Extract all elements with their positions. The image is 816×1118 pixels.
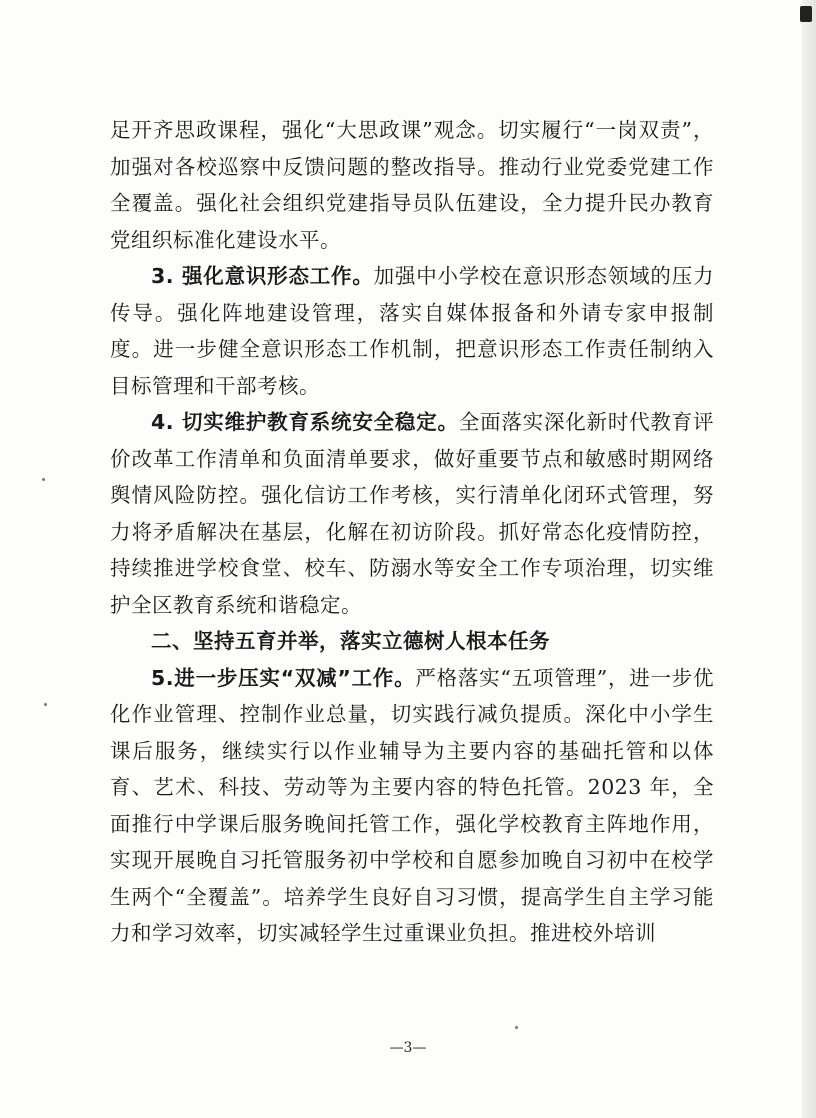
scan-speck [42,478,45,481]
paragraph-item-5 [110,660,714,952]
scan-speck [515,1026,518,1029]
paragraph-lead: 3. 强化意识形态工作。 [151,264,374,288]
paragraph-item-4 [110,404,714,623]
section-heading: 二、坚持五育并举，落实立德树人根本任务 [151,629,550,653]
document-body [110,112,714,952]
paragraph-text: 加强中小学校在意识形态领域的压力传导。强化阵地建设管理，落实自媒体报备和外请专家申报制度。进一步健全意识形态工作机制，把意识形态工作责任制纳入目标管理和干部考核。 [110,264,714,398]
scan-speck [44,703,47,706]
corner-mark [800,6,812,22]
paragraph-text: 严格落实“五项管理”，进一步优化作业管理、控制作业总量，切实践行减负提质。深化中小学生课后服务，继续实行以作业辅导为主要内容的基础托管和以体育、艺术、科技、劳动等为主要内容的特色托管。2023 年，全面推行中学课后服务晚间托管工作，强化学校教育主阵地作用，实现开展晚自习托管服务初中学校和自愿参加晚自习初中在校学生两个“全覆盖”。培养学生良好自习习惯，提高学生自主学习能力和学习效率，切实减轻学生过重课业负担。推进校外培训 [110,665,714,945]
scan-edge [802,0,816,1118]
paragraph-text: 全面落实深化新时代教育评价改革工作清单和负面清单要求，做好重要节点和敏感时期网络舆情风险防控。强化信访工作考核，实行清单化闭环式管理，努力将矛盾解决在基层，化解在初访阶段。抓好常态化疫情防控，持续推进学校食堂、校车、防溺水等安全工作专项治理，切实维护全区教育系统和谐稳定。 [110,410,714,617]
paragraph-lead: 4. 切实维护教育系统安全稳定。 [151,410,459,434]
paragraph-continuation [110,112,714,258]
paragraph-item-3 [110,258,714,404]
paragraph-lead: 5.进一步压实“双减”工作。 [151,665,416,690]
paragraph-text: 足开齐思政课程，强化“大思政课”观念。切实履行“一岗双责”，加强对各校巡察中反馈问题的整改指导。推动行业党委党建工作全覆盖。强化社会组织党建指导员队伍建设，全力提升民办教育党组织标准化建设水平。 [110,118,714,252]
page-number: —3— [389,1040,427,1056]
